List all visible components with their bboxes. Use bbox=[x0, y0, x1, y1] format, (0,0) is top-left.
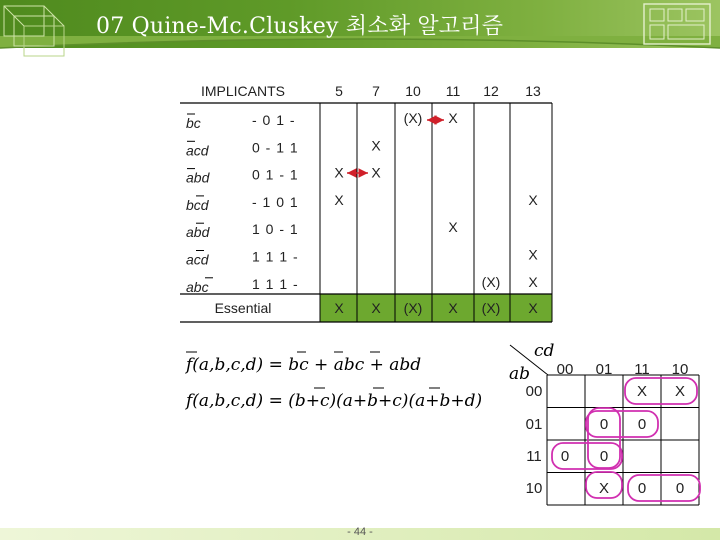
essential-label: Essential bbox=[214, 300, 272, 316]
minterm-header: 10 bbox=[405, 83, 421, 99]
kmap-cell-value: X bbox=[598, 480, 610, 497]
cover-mark: X bbox=[334, 164, 344, 181]
kmap-cell-value: 0 bbox=[637, 416, 647, 433]
kmap-col-header: 10 bbox=[671, 361, 689, 378]
implicant-pattern: 1 1 1 - bbox=[252, 248, 299, 265]
essential-mark: (X) bbox=[403, 300, 423, 316]
essential-mark: X bbox=[448, 300, 458, 316]
implicant-term: bcd bbox=[186, 196, 209, 213]
implicant-pattern: 0 1 - 1 bbox=[252, 166, 299, 183]
essential-mark: X bbox=[528, 300, 538, 316]
minterm-header: 5 bbox=[335, 83, 343, 99]
implicant-pattern: 1 1 1 - bbox=[252, 275, 299, 292]
implicant-term: bc bbox=[186, 115, 201, 131]
kmap-row-header: 10 bbox=[525, 480, 543, 497]
cover-mark: X bbox=[371, 137, 381, 154]
implicant-term: acd bbox=[186, 251, 209, 268]
kmap-row-header: 11 bbox=[526, 448, 542, 465]
minterm-header: 7 bbox=[372, 83, 380, 99]
essential-mark: X bbox=[334, 300, 344, 316]
kmap-col-header: 01 bbox=[595, 361, 613, 378]
kmap-cell-value: X bbox=[636, 383, 648, 400]
cover-mark: X bbox=[448, 110, 458, 126]
cover-mark: (X) bbox=[403, 110, 423, 126]
implicant-term: abd bbox=[186, 169, 210, 186]
kmap-cell-value: 0 bbox=[675, 480, 685, 497]
slide-title: 07 Quine-Mc.Cluskey 최소화 알고리즘 bbox=[96, 14, 504, 39]
kmap-group-loop bbox=[586, 411, 658, 437]
kmap-col-header: 11 bbox=[634, 361, 650, 378]
page-number: - 44 - bbox=[347, 526, 373, 538]
kmap-corner-cd: cd bbox=[534, 341, 555, 361]
implicant-pattern: 1 0 - 1 bbox=[252, 221, 299, 238]
implicant-pattern: - 0 1 - bbox=[252, 112, 296, 128]
sop-expression: f(a,b,c,d) = bc + abc + abd bbox=[186, 355, 422, 375]
cover-mark: X bbox=[371, 164, 381, 181]
kmap-cell-value: 0 bbox=[599, 448, 609, 465]
kmap-cell-value: 0 bbox=[637, 480, 647, 497]
cover-mark: X bbox=[334, 191, 344, 208]
cover-mark: X bbox=[528, 246, 538, 263]
kmap-corner-ab: ab bbox=[509, 364, 531, 384]
cover-mark: (X) bbox=[481, 273, 501, 290]
cover-mark: X bbox=[528, 273, 538, 290]
implicant-term: abc bbox=[186, 278, 209, 295]
kmap-cell-value: X bbox=[674, 383, 686, 400]
kmap-cell-value: 0 bbox=[560, 448, 570, 465]
implicant-pattern: - 1 0 1 bbox=[252, 193, 299, 210]
minterm-header: 12 bbox=[483, 83, 499, 99]
kmap-cell-value: 0 bbox=[599, 416, 609, 433]
pos-expression: f(a,b,c,d) = (b+c)(a+b+c)(a+b+d) bbox=[186, 391, 483, 411]
implicant-pattern: 0 - 1 1 bbox=[252, 139, 299, 156]
implicants-header: IMPLICANTS bbox=[200, 83, 286, 99]
minterm-header: 11 bbox=[445, 83, 461, 99]
kmap-row-header: 00 bbox=[525, 383, 543, 400]
implicant-term: abd bbox=[186, 224, 210, 241]
minterm-header: 13 bbox=[525, 83, 541, 99]
essential-mark: (X) bbox=[481, 300, 501, 316]
essential-mark: X bbox=[371, 300, 381, 316]
kmap-col-header: 00 bbox=[556, 361, 574, 378]
cover-mark: X bbox=[528, 191, 538, 208]
kmap-row-header: 01 bbox=[525, 416, 543, 433]
implicant-term: acd bbox=[186, 142, 209, 159]
cover-mark: X bbox=[448, 219, 458, 236]
